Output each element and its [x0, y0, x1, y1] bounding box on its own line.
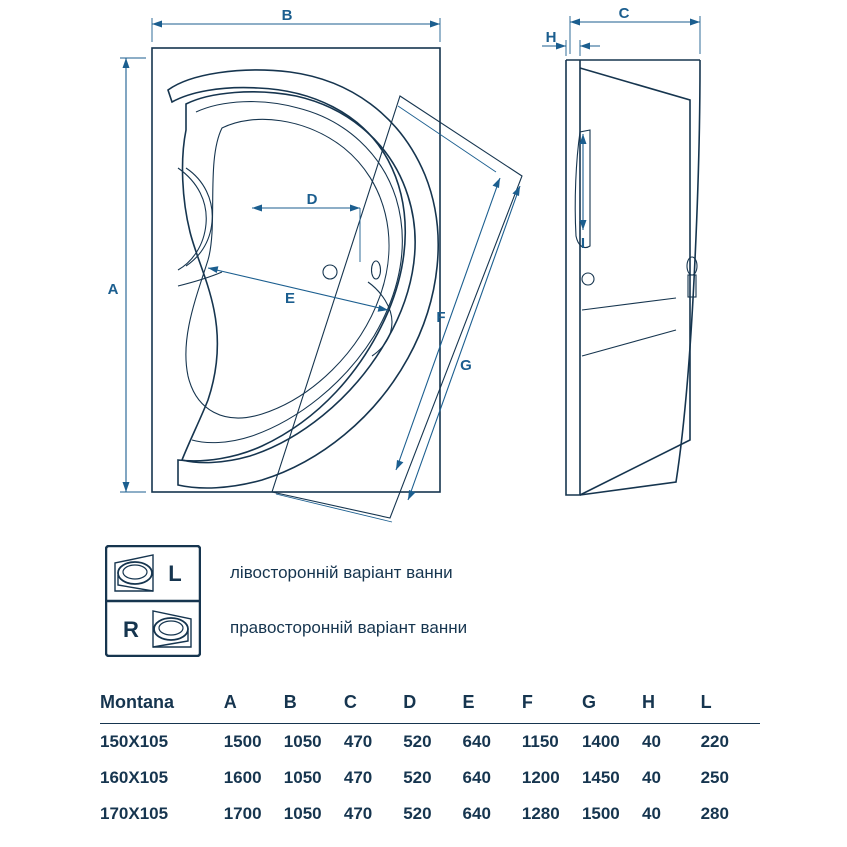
- row-value: 40: [642, 768, 661, 787]
- dim-label-E: E: [284, 290, 296, 307]
- row-value: 1700: [223, 804, 262, 823]
- row-value: 1400: [581, 732, 620, 751]
- table-header-model: Montana: [100, 684, 224, 724]
- table-header-e: E: [463, 684, 522, 724]
- table-header-l: L: [701, 684, 760, 724]
- row-value: 520: [403, 804, 432, 823]
- side-view-group: [566, 60, 700, 495]
- row-value: 250: [700, 768, 729, 787]
- legend-block: [105, 545, 745, 665]
- row-value: 40: [642, 804, 661, 823]
- dim-label-F: F: [436, 309, 446, 326]
- table-header-f: F: [522, 684, 582, 724]
- row-model: 160X105: [100, 768, 169, 787]
- row-value: 1500: [223, 732, 262, 751]
- table-header-g: G: [582, 684, 642, 724]
- table-row: [100, 796, 760, 832]
- row-value: 640: [462, 768, 491, 787]
- row-value: 640: [462, 804, 491, 823]
- row-value: 40: [642, 732, 661, 751]
- row-value: 220: [700, 732, 729, 751]
- table-header-b: B: [284, 684, 344, 724]
- handedness-icon: [105, 545, 201, 657]
- legend-left-text: лівосторонній варіант ванни: [230, 563, 453, 582]
- row-value: 470: [343, 732, 373, 751]
- row-value: 640: [462, 732, 491, 751]
- row-model: 150X105: [100, 732, 169, 751]
- row-value: 1600: [223, 768, 262, 787]
- row-value: 1050: [283, 804, 322, 823]
- row-model: 170X105: [100, 804, 169, 823]
- row-value: 470: [343, 804, 373, 823]
- row-value: 1500: [581, 804, 620, 823]
- table-row: [100, 724, 760, 761]
- row-value: 1050: [283, 732, 322, 751]
- row-value: 470: [343, 768, 373, 787]
- table-header-row: [100, 684, 760, 724]
- row-value: 1050: [283, 768, 322, 787]
- legend-badge-left: L: [168, 561, 182, 586]
- table-row: [100, 760, 760, 796]
- dim-label-G: G: [460, 357, 472, 374]
- top-view-dimensions: [108, 7, 520, 522]
- table-header-d: D: [403, 684, 462, 724]
- table-header-h: H: [642, 684, 701, 724]
- dimensions-table: [100, 684, 760, 832]
- row-value: 1200: [521, 768, 560, 787]
- table-header-c: C: [344, 684, 403, 724]
- row-value: 520: [403, 732, 432, 751]
- row-value: 1150: [521, 732, 559, 751]
- row-value: 1450: [581, 768, 620, 787]
- legend-badge-right: R: [123, 617, 139, 642]
- dim-label-H: H: [545, 29, 557, 46]
- table-header-a: A: [224, 684, 284, 724]
- dim-label-C: C: [618, 5, 630, 22]
- row-value: 1280: [521, 804, 560, 823]
- dim-label-A: A: [107, 281, 119, 298]
- dim-label-D: D: [306, 191, 318, 208]
- top-view-group: [152, 48, 522, 518]
- dim-label-B: B: [281, 7, 293, 24]
- row-value: 280: [700, 804, 729, 823]
- row-value: 520: [403, 768, 432, 787]
- dim-label-I: I: [580, 235, 586, 252]
- legend-right-text: правосторонній варіант ванни: [230, 618, 468, 637]
